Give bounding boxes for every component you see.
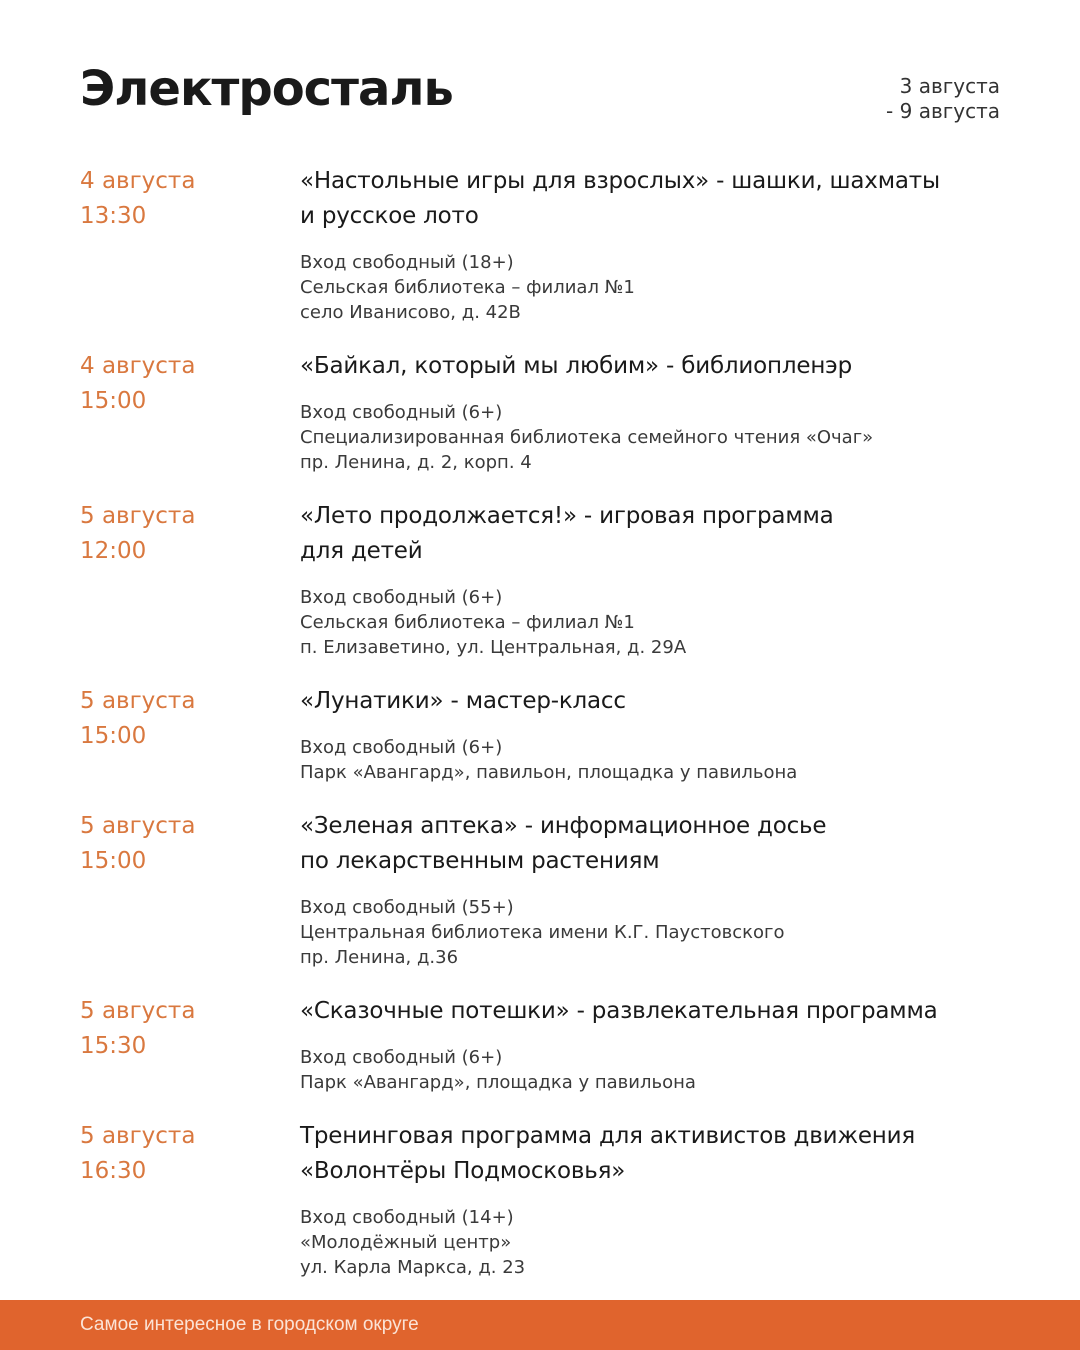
event-details (300, 994, 1000, 1095)
footer-text: Самое интересное в городском округе (80, 1314, 419, 1335)
event-venue: Парк «Авангард», площадка у павильона (300, 1072, 696, 1093)
event-address: п. Елизаветино, ул. Центральная, д. 29А (300, 637, 687, 658)
event-title-line: по лекарственным растениям (300, 848, 660, 874)
date-range-start: 3 августа (899, 74, 1000, 98)
event-title-line: «Сказочные потешки» - развлекательная программа (300, 998, 938, 1024)
event-datetime (80, 164, 195, 234)
event-info (300, 585, 1000, 660)
event-date: 5 августа (80, 688, 196, 714)
event-time: 12:00 (80, 538, 147, 564)
event-details (300, 684, 1000, 785)
page-title: Электросталь (80, 61, 453, 117)
event-time: 16:30 (80, 1158, 147, 1184)
event-title (300, 164, 1000, 234)
date-range-end: - 9 августа (886, 99, 1000, 123)
event-datetime (80, 499, 195, 569)
event-title-line: «Лето продолжается!» - игровая программа (300, 503, 834, 529)
event-date: 5 августа (80, 998, 196, 1024)
event-date: 5 августа (80, 503, 196, 529)
event-title (300, 1119, 1000, 1189)
footer-bar (0, 1300, 1080, 1350)
event-title-line: и русское лото (300, 203, 479, 229)
event-title (300, 499, 1000, 569)
event-address: пр. Ленина, д.36 (300, 947, 459, 968)
event-details (300, 809, 1000, 970)
event-info (300, 250, 1000, 325)
event-time: 13:30 (80, 203, 147, 229)
event-info (300, 400, 1000, 475)
event-title-line: «Настольные игры для взрослых» - шашки, шахматы (300, 168, 940, 194)
event-admission: Вход свободный (6+) (300, 1047, 503, 1068)
event-title-line: «Зеленая аптека» - информационное досье (300, 813, 827, 839)
event-admission: Вход свободный (6+) (300, 587, 503, 608)
event-title-line: для детей (300, 538, 423, 564)
event-date: 4 августа (80, 353, 196, 379)
event-venue: Сельская библиотека – филиал №1 (300, 277, 635, 298)
event-date: 5 августа (80, 813, 196, 839)
event-datetime (80, 684, 195, 754)
event-address: село Иванисово, д. 42В (300, 302, 521, 323)
event-datetime (80, 809, 195, 879)
event-venue: Центральная библиотека имени К.Г. Паустовского (300, 922, 785, 943)
event-venue: Специализированная библиотека семейного чтения «Очаг» (300, 427, 874, 448)
event-title-line: «Байкал, который мы любим» - библиопленэр (300, 353, 852, 379)
event-datetime (80, 1119, 195, 1189)
event-info (300, 1205, 1000, 1280)
event-time: 15:00 (80, 723, 147, 749)
event-address: ул. Карла Маркса, д. 23 (300, 1257, 526, 1278)
event-details (300, 349, 1000, 475)
event-title-line: «Лунатики» - мастер-класс (300, 688, 626, 714)
event-info (300, 895, 1000, 970)
event-info (300, 735, 1000, 785)
event-date: 4 августа (80, 168, 196, 194)
event-venue: Сельская библиотека – филиал №1 (300, 612, 635, 633)
event-admission: Вход свободный (55+) (300, 897, 514, 918)
event-title (300, 684, 1000, 719)
event-time: 15:00 (80, 848, 147, 874)
event-admission: Вход свободный (6+) (300, 402, 503, 423)
event-date: 5 августа (80, 1123, 196, 1149)
event-address: пр. Ленина, д. 2, корп. 4 (300, 452, 532, 473)
event-info (300, 1045, 1000, 1095)
event-admission: Вход свободный (6+) (300, 737, 503, 758)
event-datetime (80, 994, 195, 1064)
event-venue: Парк «Авангард», павильон, площадка у павильона (300, 762, 798, 783)
event-title-line: Тренинговая программа для активистов движения (300, 1123, 916, 1149)
event-admission: Вход свободный (14+) (300, 1207, 514, 1228)
event-time: 15:30 (80, 1033, 147, 1059)
event-venue: «Молодёжный центр» (300, 1232, 512, 1253)
event-admission: Вход свободный (18+) (300, 252, 514, 273)
event-details (300, 164, 1000, 325)
event-title (300, 349, 1000, 384)
event-time: 15:00 (80, 388, 147, 414)
event-title (300, 809, 1000, 879)
event-title-line: «Волонтёры Подмосковья» (300, 1158, 626, 1184)
event-details (300, 1119, 1000, 1280)
date-range (886, 74, 1000, 124)
event-title (300, 994, 1000, 1029)
event-details (300, 499, 1000, 660)
event-datetime (80, 349, 195, 419)
